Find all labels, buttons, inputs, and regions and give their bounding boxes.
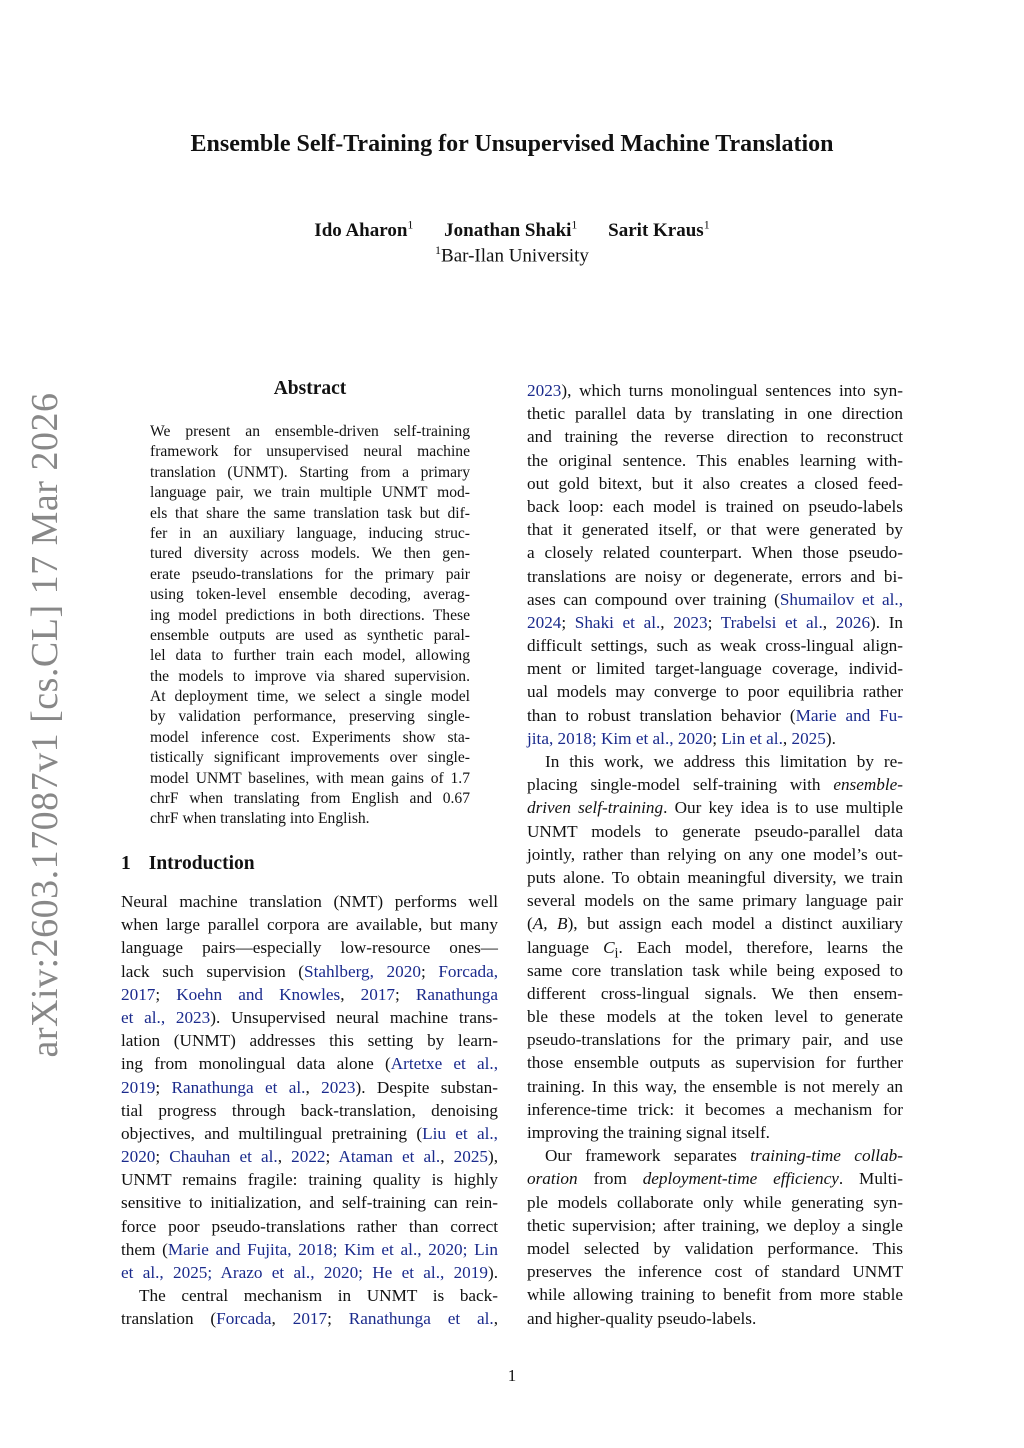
text-line	[527, 1237, 903, 1260]
text-line	[121, 1006, 498, 1029]
author-list	[0, 218, 1024, 242]
text-span: when large parallel corpora are available, but many	[121, 915, 498, 935]
text-span: force poor pseudo-translations rather than correct	[121, 1216, 498, 1236]
text-span: and higher-quality pseudo-labels.	[527, 1308, 757, 1328]
text-span: UNMT remains fragile: training quality is highly	[121, 1170, 498, 1190]
text-span: sensitive to initialization, and self-training can rein-	[121, 1193, 498, 1213]
text-span: ,	[340, 984, 361, 1004]
text-span: ,	[660, 612, 674, 632]
text-line	[527, 1167, 903, 1190]
text-line	[121, 1122, 498, 1145]
text-line	[527, 495, 903, 518]
text-span: tial progress through back-translation, denoising	[121, 1100, 498, 1120]
text-span: training-time collab-	[750, 1146, 903, 1166]
text-line	[527, 1028, 903, 1051]
text-line	[527, 611, 903, 634]
text-span: ),	[488, 1147, 499, 1167]
arxiv-id: arXiv:2603.17087v1 [cs.CL] 17 Mar 2026	[24, 392, 66, 1058]
text-line	[527, 634, 903, 657]
text-line	[527, 541, 903, 564]
text-span: ;	[707, 612, 721, 632]
text-span: UNMT models to generate pseudo-parallel data	[527, 821, 903, 841]
text-span: pseudo-translations for the primary pair, and use	[527, 1030, 903, 1050]
citation-link[interactable]: Ranathunga	[415, 984, 499, 1004]
text-span: thetic parallel data by translating in one direction	[527, 404, 903, 424]
citation-link[interactable]: Koehn and Knowles	[176, 984, 341, 1004]
text-line	[527, 1075, 903, 1098]
citation-link[interactable]: 2023	[321, 1077, 356, 1097]
text-line	[121, 913, 498, 936]
text-span: ;	[712, 728, 722, 748]
text-line	[527, 796, 903, 819]
text-line	[121, 1238, 498, 1261]
abstract-line: by validation performance, preserving single-	[150, 708, 470, 726]
text-span: and training the reverse direction to reconstruct	[527, 427, 903, 447]
text-span: ).	[825, 728, 836, 748]
text-span: ). Unsupervised neural machine trans-	[210, 1007, 498, 1027]
text-line	[121, 1191, 498, 1214]
text-span: deployment-time efficiency	[642, 1169, 839, 1189]
text-span: ases can compound over training (	[527, 589, 780, 609]
citation-link[interactable]: Shaki et al.	[574, 612, 661, 632]
text-line	[121, 1284, 498, 1307]
citation-link[interactable]: 2024	[527, 612, 562, 632]
text-span: Our framework separates	[545, 1146, 751, 1166]
citation-link[interactable]: Artetxe et al.,	[390, 1054, 498, 1074]
citation-link[interactable]: 2022	[291, 1147, 326, 1167]
text-span: objectives, and multilingual pretraining (	[121, 1123, 423, 1143]
text-span: while allowing training to benefit from more stable	[527, 1285, 903, 1305]
abstract-line: chrF when translating into English.	[150, 810, 370, 828]
text-line	[121, 1099, 498, 1122]
text-line	[527, 680, 903, 703]
text-span: ple models collaborate only while generating syn-	[527, 1192, 903, 1212]
text-span: translations are noisy or degenerate, errors and bi-	[527, 566, 903, 586]
text-line	[527, 1283, 903, 1306]
text-span: ;	[561, 612, 575, 632]
text-span: ble these models at the token level to generate	[527, 1007, 903, 1027]
citation-link[interactable]: 2026	[835, 612, 871, 632]
abstract-line: model UNMT baselines, with mean gains of 1.7	[150, 769, 470, 787]
citation-link[interactable]: 2017	[121, 984, 156, 1004]
abstract-line: fer in an auxiliary language, inducing struc-	[150, 524, 470, 542]
text-span: ;	[420, 961, 439, 981]
text-line	[527, 449, 903, 472]
author: Sarit Kraus$^1$	[608, 218, 710, 242]
text-line	[527, 1098, 903, 1121]
section-heading-introduction: 1 Introduction	[121, 853, 255, 874]
text-line	[121, 1261, 498, 1284]
text-line	[527, 773, 903, 796]
text-span: i	[614, 944, 619, 961]
author: Jonathan Shaki$^1$	[444, 218, 578, 242]
text-span: oration	[527, 1169, 578, 1189]
text-span: that it generated itself, or that were generated by	[527, 520, 903, 540]
citation-link[interactable]: jita, 2018; Kim et al., 2020	[527, 728, 713, 748]
text-line	[121, 1029, 498, 1052]
citation-link[interactable]: 2025	[453, 1147, 488, 1167]
right-column-text	[527, 379, 903, 1330]
abstract-line: We present an ensemble-driven self-training	[150, 423, 470, 440]
citation-link[interactable]: Forcada	[216, 1309, 272, 1329]
abstract-line: using token-level ensemble decoding, averag-	[150, 586, 470, 604]
text-span: ;	[325, 1147, 339, 1167]
text-span: than to robust translation behavior (	[527, 705, 796, 725]
text-span: from	[577, 1169, 643, 1189]
abstract-line: ensemble outputs are used as synthetic paral-	[150, 626, 470, 644]
text-span: same core translation task while being exposed to	[527, 960, 903, 980]
abstract-body	[150, 422, 470, 830]
text-span: The central mechanism in UNMT is back-	[139, 1286, 498, 1306]
text-span: training. In this way, the ensemble is not merely an	[527, 1076, 903, 1096]
text-line	[121, 936, 498, 959]
text-line	[527, 657, 903, 680]
text-line	[121, 960, 498, 983]
text-line	[121, 1215, 498, 1238]
citation-link[interactable]: Forcada,	[438, 961, 499, 981]
text-span: (	[527, 914, 533, 934]
text-line	[527, 1307, 903, 1330]
text-span: puts alone. To obtain meaningful diversity, we train	[527, 867, 903, 887]
citation-link[interactable]: 2023	[673, 612, 708, 632]
text-span: ,	[271, 1309, 293, 1329]
text-span: ;	[395, 984, 416, 1004]
text-span: ).	[487, 1263, 498, 1282]
text-line	[527, 959, 903, 982]
text-span: several models on the same primary language pair	[527, 891, 903, 911]
citation-link[interactable]: Trabelsi et al.	[720, 612, 823, 632]
text-span: translation (	[121, 1309, 217, 1329]
arxiv-sidebar	[20, 392, 70, 1058]
text-line	[527, 889, 903, 912]
text-line	[527, 1121, 903, 1144]
text-line	[527, 843, 903, 866]
paper-title: Ensemble Self-Training for Unsupervised Machine Translation	[190, 131, 834, 157]
citation-link[interactable]: 2025	[791, 728, 826, 748]
text-span: language	[527, 937, 604, 957]
text-span: jointly, rather than relying on any one model’s out-	[527, 844, 903, 864]
text-span: ), which turns monolingual sentences into syn-	[561, 381, 903, 400]
citation-link[interactable]: Shumailov et al.,	[779, 589, 903, 609]
text-span: ;	[155, 1077, 172, 1097]
affiliation: $^1$Bar-Ilan University	[435, 243, 589, 267]
text-span: out gold bitext, but it also creates a closed feed-	[527, 473, 903, 493]
text-span: lation (UNMT) addresses this setting by learn-	[121, 1031, 498, 1051]
text-line	[527, 912, 903, 935]
text-span: ;	[155, 984, 177, 1004]
citation-link[interactable]: Liu et al.,	[422, 1123, 498, 1143]
text-span: placing single-model self-training with	[527, 775, 834, 795]
text-span: ,	[277, 1147, 292, 1167]
text-line	[527, 1144, 903, 1167]
text-line	[527, 866, 903, 889]
text-span: ), but assign each model a distinct auxiliary	[567, 914, 903, 934]
page-number: 1	[507, 1366, 517, 1385]
text-span: ensemble-	[833, 775, 903, 795]
text-span: ,	[822, 612, 836, 632]
text-span: ual models may converge to poor equilibria rather	[527, 682, 903, 702]
abstract-line: At deployment time, we select a single model	[150, 688, 470, 706]
text-line	[527, 1260, 903, 1283]
abstract-line: chrF when translating from English and 0.67	[150, 790, 470, 808]
citation-link[interactable]: Ataman et al.	[338, 1147, 441, 1167]
abstract-line: tured diversity across models. We then gen-	[150, 545, 470, 563]
text-span: ment or limited target-language coverage, individ-	[527, 659, 903, 679]
text-line	[527, 402, 903, 425]
text-line	[527, 750, 903, 773]
text-line	[527, 472, 903, 495]
text-line	[121, 1145, 498, 1168]
text-span: ). Despite substan-	[355, 1077, 498, 1097]
abstract-line: erate pseudo-translations for the primary pair	[150, 565, 470, 583]
text-span: model selected by validation performance. This	[527, 1238, 903, 1258]
text-span: inference-time trick: it becomes a mechanism for	[527, 1099, 903, 1119]
text-span: lack such supervision (	[121, 961, 305, 981]
text-span: language pairs—especially low-resource ones—	[121, 938, 498, 958]
text-span: driven self-training	[527, 798, 664, 818]
text-span: back loop: each model is trained on pseudo-labels	[527, 496, 903, 516]
text-line	[527, 518, 903, 541]
text-span: difficult settings, such as weak cross-lingual align-	[527, 636, 903, 656]
abstract-line: lel data to further train each model, allowing	[150, 647, 470, 665]
citation-link[interactable]: 2023	[527, 381, 562, 400]
abstract-line: ing model predictions in both directions. These	[150, 606, 470, 624]
text-span: . Multi-	[838, 1169, 903, 1189]
text-line	[121, 1052, 498, 1075]
text-span: ;	[327, 1309, 349, 1329]
text-span: them (	[121, 1239, 168, 1259]
text-span: ,	[440, 1147, 454, 1167]
text-span: Neural machine translation (NMT) performs well	[121, 892, 498, 911]
citation-link[interactable]: Ranathunga et al.	[348, 1309, 494, 1329]
text-line	[121, 1168, 498, 1191]
text-span: ,	[493, 1309, 499, 1329]
text-span: preserves the inference cost of standard UNMT	[527, 1262, 903, 1282]
abstract-heading: Abstract	[273, 378, 347, 399]
text-line	[527, 727, 903, 750]
citation-link[interactable]: et al., 2023	[121, 1007, 211, 1027]
text-span: those ensemble outputs as supervision for further	[527, 1053, 903, 1073]
text-span: ). In	[870, 612, 904, 632]
text-span: In this work, we address this limitation by re-	[545, 752, 903, 771]
left-column-text	[121, 890, 498, 1331]
text-line	[527, 936, 903, 959]
text-span: ;	[155, 1147, 170, 1167]
text-span: improving the training signal itself.	[527, 1123, 770, 1142]
citation-link[interactable]: Lin et al.	[721, 728, 783, 748]
text-line	[527, 1214, 903, 1237]
text-span: the original sentence. This enables learning with-	[527, 450, 903, 470]
abstract-line: the models to improve via shared supervision.	[150, 667, 470, 685]
text-line	[527, 1051, 903, 1074]
author: Ido Aharon$^1$	[314, 218, 414, 242]
text-span: ,	[782, 728, 792, 748]
text-line	[527, 1005, 903, 1028]
text-line	[527, 565, 903, 588]
abstract-line: language pair, we train multiple UNMT mod-	[150, 484, 470, 502]
citation-link[interactable]: Marie and Fujita, 2018; Kim et al., 2020; Lin	[167, 1239, 499, 1259]
abstract-line: tistically significant improvements over single-	[150, 749, 470, 767]
citation-link[interactable]: Chauhan et al.	[169, 1147, 278, 1167]
text-line	[527, 588, 903, 611]
text-span: A, B	[532, 914, 568, 934]
citation-link[interactable]: Stahlberg, 2020	[304, 961, 421, 981]
abstract-line: translation (UNMT). Starting from a primary	[150, 463, 470, 481]
citation-link[interactable]: 2017	[292, 1309, 328, 1329]
text-line	[527, 1191, 903, 1214]
abstract-line: model inference cost. Experiments show sta-	[150, 728, 470, 746]
text-span: a closely related counterpart. When those pseudo-	[527, 543, 903, 563]
citation-link[interactable]: et al., 2025; Arazo et al., 2020; He et al., 2019	[121, 1263, 488, 1282]
text-line	[121, 1307, 498, 1330]
text-line	[527, 820, 903, 843]
text-span: different cross-lingual signals. We then ensem-	[527, 983, 903, 1003]
abstract-line: framework for unsupervised neural machine	[150, 443, 470, 461]
text-line	[121, 983, 498, 1006]
text-span: C	[603, 937, 615, 957]
citation-link[interactable]: 2020	[121, 1147, 156, 1167]
text-span: ing from monolingual data alone (	[121, 1054, 391, 1074]
text-line	[527, 379, 903, 402]
text-line	[121, 1076, 498, 1099]
citation-link[interactable]: Ranathunga et al.	[171, 1077, 306, 1097]
text-line	[527, 704, 903, 727]
text-span: thetic supervision; after training, we deploy a single	[527, 1215, 903, 1235]
text-span: ,	[305, 1077, 322, 1097]
text-line	[527, 982, 903, 1005]
text-line	[527, 425, 903, 448]
citation-link[interactable]: 2019	[121, 1077, 156, 1097]
text-span: . Each model, therefore, learns the	[618, 937, 903, 957]
citation-link[interactable]: 2017	[360, 984, 396, 1004]
text-span: . Our key idea is to use multiple	[663, 798, 904, 818]
citation-link[interactable]: Marie and Fu-	[795, 705, 904, 725]
text-line	[121, 890, 498, 913]
abstract-line: els that share the same translation task but dif-	[150, 504, 470, 522]
